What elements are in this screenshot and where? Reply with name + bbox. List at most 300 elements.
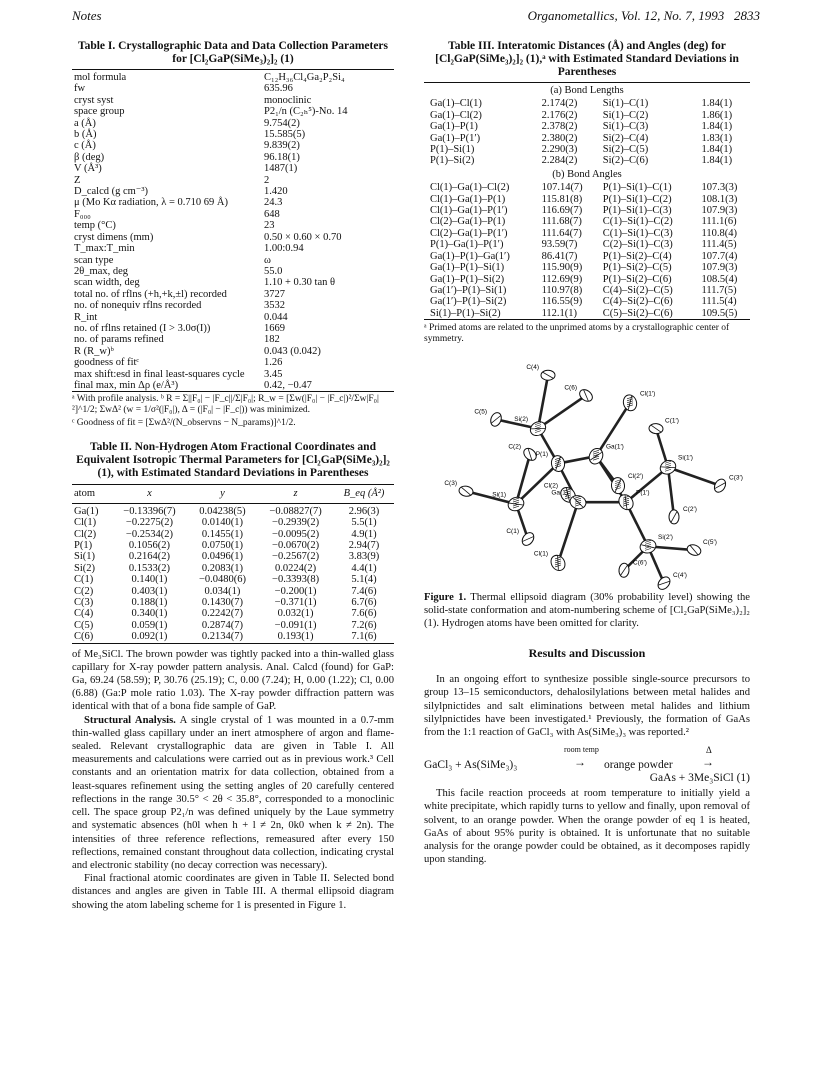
table1-param: D_calcd (g cm⁻³) xyxy=(74,186,148,198)
table2-cell: −0.0480(6) xyxy=(198,574,247,586)
table1-row xyxy=(72,323,394,334)
table2-cell: 0.059(1) xyxy=(131,619,168,631)
table3-footnote: ᵃ Primed atoms are related to the unprimed atoms by a crystallographic center of symmetry. xyxy=(424,323,730,345)
table3-angle-row-cell: C(1)–Si(1)–C(2) xyxy=(602,216,673,228)
atom-ellipsoid xyxy=(686,543,703,557)
table1-value: 9.839(2) xyxy=(264,140,300,152)
table2-cell: 7.1(6) xyxy=(351,631,377,643)
table3-angle-row-cell: 108.1(3) xyxy=(701,193,738,205)
table3 xyxy=(424,82,750,320)
table3-angle-row xyxy=(424,194,750,205)
table2-cell: Si(1) xyxy=(74,551,95,563)
table2-cell: 0.04238(5) xyxy=(199,505,246,517)
table3-angle-row-cell: 112.69(9) xyxy=(541,273,583,285)
table2-cell: Cl(2) xyxy=(74,528,97,540)
table1-row xyxy=(72,186,394,197)
table2-cell: 0.0750(1) xyxy=(201,540,244,551)
table2-row xyxy=(72,517,394,528)
table3-length-row xyxy=(424,98,750,109)
table1-param: final max, min Δρ (e/Å³) xyxy=(74,379,179,391)
table3-angle-row-cell: Ga(1)–P(1)–Ga(1′) xyxy=(430,250,510,262)
table1-value: 0.044 xyxy=(264,311,288,323)
table2-cell: 0.193(1) xyxy=(277,631,314,643)
table2-caption: Table II. Non-Hydrogen Atom Fractional Coordinates and Equivalent Isotropic Thermal Parameters for [Cl₂GaP(SiMe₃)₂]₂ (1), with Estimated Standard Deviations in Parentheses xyxy=(76,441,390,480)
table3-length-row-cell: 2.378(2) xyxy=(541,121,578,133)
table3-angle-row-cell: Cl(1)–Ga(1)–P(1′) xyxy=(430,205,508,217)
bond-line xyxy=(668,467,674,517)
table3-length-row-cell: 2.176(2) xyxy=(541,109,578,121)
table2-cell: 0.034(1) xyxy=(204,585,241,597)
table1-param: scan width, deg xyxy=(74,277,140,289)
table1-row xyxy=(72,300,394,311)
table3-length-row xyxy=(424,110,750,121)
table2-cell: 2.96(3) xyxy=(348,505,380,517)
table3-length-row-cell: Ga(1)–Cl(1) xyxy=(430,98,482,110)
atom-label: C(6) xyxy=(564,384,577,392)
atom-label: C(1) xyxy=(506,528,519,536)
atom-ellipsoid xyxy=(520,531,536,548)
table2-cell: −0.2534(2) xyxy=(125,528,173,540)
atom-label: Si(2) xyxy=(514,416,528,424)
table1-param: no. of rflns retained (I > 3.0σ(I)) xyxy=(74,322,211,334)
table3-angle-row-cell: Ga(1′)–P(1)–Si(2) xyxy=(430,296,507,308)
table2-cell: Si(2) xyxy=(74,562,95,574)
table1-row xyxy=(72,197,394,208)
atom-label: Cl(2) xyxy=(543,482,558,490)
table1-row xyxy=(72,70,394,84)
table2-row xyxy=(72,631,394,643)
table3-angle-row xyxy=(424,239,750,250)
table3-angle-row-cell: 110.97(8) xyxy=(541,284,583,296)
table3-length-row-cell: Ga(1)–P(1) xyxy=(430,121,478,133)
table1-caption: Table I. Crystallographic Data and Data Collection Parameters for [Cl₂GaP(SiMe₃)₂]₂ (1) xyxy=(77,40,389,65)
atom-label: C(5′) xyxy=(703,539,717,547)
table3-subheading-angles xyxy=(424,167,750,182)
table3-length-row-cell: 1.84(1) xyxy=(701,155,733,167)
table1-row xyxy=(72,163,394,174)
table1-param: μ (Mo Kα radiation, λ = 0.710 69 Å) xyxy=(74,197,228,209)
table1-value: 23 xyxy=(264,220,275,232)
table1-value: 1.420 xyxy=(264,186,288,198)
table3-length-row-cell: 1.83(1) xyxy=(701,132,733,144)
table3-angle-row-cell: C(4)–Si(2)–C(5) xyxy=(602,284,673,296)
table1-value: 1.10 + 0.30 tan θ xyxy=(264,277,336,289)
table3-angle-row xyxy=(424,285,750,296)
table1-param: V (Å³) xyxy=(74,163,102,175)
table2-cell: −0.3393(8) xyxy=(272,574,320,586)
table3-length-row xyxy=(424,144,750,155)
table2-cell: Cl(1) xyxy=(74,517,97,529)
table2-cell: 0.2242(7) xyxy=(201,608,244,620)
table1-param: T_max:T_min xyxy=(74,243,135,255)
table3-angle-row-cell: P(1)–Si(1)–C(2) xyxy=(602,193,672,205)
table3-angle-row-cell: 115.90(9) xyxy=(541,262,583,274)
table1-value: 1669 xyxy=(264,322,285,334)
table3-angle-row-cell: C(2)–Si(1)–C(3) xyxy=(602,239,673,251)
table2-cell: 0.188(1) xyxy=(131,597,168,609)
table3-angle-row-cell: 107.7(4) xyxy=(701,250,738,262)
table1-value: 182 xyxy=(264,334,280,346)
table3-length-row-cell: Si(1)–C(1) xyxy=(602,98,649,110)
equation-condition-heat: Δ xyxy=(706,745,712,756)
table1-row xyxy=(72,220,394,231)
paragraph-analysis: of Me₃SiCl. The brown powder was tightly packed into a thin-walled glass capillary for X-ray powder pattern analysis. Anal. Calcd (found) for GaP: Ga, 69.24 (58.59); P, 30.76 (25.19); C, 0.00 (7.24); H, 0.00 (1.22); Cl, 0.00 (6.88) (Ga:P mole ratio 1.03). The X-ray powder diffraction pattern was identical with that of a bona fide sample of GaP. xyxy=(72,648,394,713)
table1-value: 3.45 xyxy=(264,368,283,380)
table3-angle-row-cell: 116.69(7) xyxy=(541,205,583,217)
table3-length-row-cell: Si(1)–C(3) xyxy=(602,121,649,133)
table2-cell: −0.371(1) xyxy=(274,597,317,609)
table3-angle-row-cell: 108.5(4) xyxy=(701,273,738,285)
table2-cell: C(1) xyxy=(74,574,94,586)
table3-length-row-cell: 2.290(3) xyxy=(541,144,578,156)
table2-header: z xyxy=(257,485,334,503)
table3-angle-row-cell: P(1)–Si(1)–C(3) xyxy=(602,205,672,217)
table1-param: c (Å) xyxy=(74,140,96,152)
left-column xyxy=(72,40,394,912)
table3-angle-row-cell: P(1)–Si(2)–C(6) xyxy=(602,273,672,285)
table2-header: y xyxy=(188,485,257,503)
table3-length-row-cell: 2.380(2) xyxy=(541,132,578,144)
table3-length-row-cell: Ga(1)–P(1′) xyxy=(430,132,481,144)
table1-value: 2 xyxy=(264,174,270,186)
table3-angle-row-cell: 112.1(1) xyxy=(541,307,578,319)
atom-label: C(5) xyxy=(474,408,487,416)
table1-value: 24.3 xyxy=(264,197,283,209)
table2-cell: 0.2134(7) xyxy=(201,631,244,643)
table2-cell: −0.200(1) xyxy=(274,585,317,597)
bond-line xyxy=(538,396,586,429)
figure-1-ortep xyxy=(424,351,750,591)
table3-angle-row-cell: 116.55(9) xyxy=(541,296,583,308)
equation-reactants: GaCl₃ + As(SiMe₃)₃ xyxy=(424,759,518,772)
table2-row xyxy=(72,551,394,562)
table3-angle-row-cell: Ga(1)–P(1)–Si(1) xyxy=(430,262,505,274)
atom-label: C(2′) xyxy=(683,506,697,514)
structural-analysis-heading: Structural Analysis. xyxy=(84,714,176,726)
table2-cell: C(4) xyxy=(74,608,94,620)
table3-length-row xyxy=(424,133,750,144)
table1-footnote-a: ᵃ With profile analysis. ᵇ R = Σ||F₀| − |F_c||/Σ|F₀|; R_w = [Σw(|F₀| − |F_c|)²/Σw|F₀|²]^1/2; ΣwΔ² (w = 1/σ²(|F₀|), Δ = (|F₀| − |F_c|)) was minimized. xyxy=(72,394,379,416)
table3-angle-row-cell: P(1)–Si(2)–C(5) xyxy=(602,262,672,274)
table3-angle-row-cell: C(4)–Si(2)–C(6) xyxy=(602,296,673,308)
table2-cell: −0.08827(7) xyxy=(269,505,322,517)
table2-cell: 7.2(6) xyxy=(351,619,377,631)
atom-label: Ga(1) xyxy=(551,489,568,497)
table2-cell: 0.340(1) xyxy=(131,608,168,620)
table3-angle-row-cell: P(1)–Ga(1)–P(1′) xyxy=(430,239,504,251)
atom-ellipsoid xyxy=(541,370,555,380)
table1-row xyxy=(72,346,394,357)
atom-ellipsoid xyxy=(611,477,626,494)
table3-angle-row-cell: 107.9(3) xyxy=(701,262,738,274)
table2-row xyxy=(72,529,394,540)
table1-row xyxy=(72,232,394,243)
table2-cell: 0.140(1) xyxy=(131,574,168,586)
table2-cell: 5.5(1) xyxy=(351,517,377,529)
atom-label: Cl(1) xyxy=(533,550,548,558)
table2-row xyxy=(72,563,394,574)
figure-1-caption xyxy=(424,591,750,630)
table2-cell: C(5) xyxy=(74,619,94,631)
table1-value: 635.96 xyxy=(264,83,293,95)
table3-subheading-lengths xyxy=(424,83,750,99)
table1-param: max shift:esd in final least-squares cycle xyxy=(74,368,245,380)
table3-angle-row xyxy=(424,216,750,227)
running-header xyxy=(72,8,760,26)
table1-param: F₀₀₀ xyxy=(74,208,91,220)
table1-param: goodness of fitᶜ xyxy=(74,357,140,369)
atom-ellipsoid xyxy=(669,510,679,524)
atom-ellipsoid xyxy=(458,485,474,497)
table2-header: atom xyxy=(72,485,111,503)
table2-cell: 4.4(1) xyxy=(351,562,377,574)
table2-cell: 0.2083(1) xyxy=(201,562,244,574)
table1-value: 0.043 (0.042) xyxy=(264,345,321,357)
table1-param: cryst syst xyxy=(74,94,114,106)
atom-ellipsoid xyxy=(656,575,673,591)
table3-angle-row-cell: C(1)–Si(1)–C(3) xyxy=(602,227,673,239)
atom-label: C(2) xyxy=(508,443,521,451)
table3-angle-row-cell: 110.8(4) xyxy=(701,227,738,239)
table3-length-row-cell: 1.84(1) xyxy=(701,144,733,156)
table2-cell: 0.2874(7) xyxy=(201,619,244,631)
atom-ellipsoid xyxy=(619,563,630,578)
table2-cell: 4.9(1) xyxy=(351,528,377,540)
table2-row xyxy=(72,503,394,517)
table1-row xyxy=(72,140,394,151)
atom-ellipsoid xyxy=(577,387,594,403)
table2-cell: C(2) xyxy=(74,585,94,597)
table1-row xyxy=(72,266,394,277)
table2-cell: 6.7(6) xyxy=(351,597,377,609)
table1 xyxy=(72,69,394,392)
atom-label: P(1) xyxy=(535,451,548,459)
table1-value: C₁₂H₃₆Cl₄Ga₂P₂Si₄ xyxy=(264,72,345,83)
table2-row xyxy=(72,586,394,597)
atom-label: Ga(1′) xyxy=(606,443,624,451)
table3-length-row-cell: Si(2)–C(4) xyxy=(602,132,649,144)
table3-length-row-cell: 1.84(1) xyxy=(701,121,733,133)
table1-param: Z xyxy=(74,174,81,186)
section-heading: Results and Discussion xyxy=(528,646,646,661)
table3-length-row-cell: 1.86(1) xyxy=(701,109,733,121)
paragraph-structural-analysis xyxy=(72,714,394,872)
table2-cell: −0.0670(2) xyxy=(272,540,320,551)
table2-cell: −0.2939(2) xyxy=(272,517,320,529)
table1-row xyxy=(72,83,394,94)
table1-row xyxy=(72,95,394,106)
table1-value: 1.00:0.94 xyxy=(264,243,304,255)
equation-condition-room-temp: room temp xyxy=(564,745,599,755)
table2-cell: 2.94(7) xyxy=(348,540,380,551)
table2-cell: 0.092(1) xyxy=(131,631,168,643)
table3-angle-row-cell: P(1)–Si(2)–C(4) xyxy=(602,250,672,262)
table1-param: b (Å) xyxy=(74,129,97,141)
atom-ellipsoid xyxy=(649,423,664,434)
atom-label: C(4) xyxy=(526,364,539,372)
table3-angle-row xyxy=(424,296,750,307)
paragraph-results-2: This facile reaction proceeds at room temperature to initially yield a white precipitate, which rapidly turns to yellow and finally, upon removal of solvent, to an orange powder. When the orange powder of eq 1 is heated, GaAs of about 95% purity is obtained. It is unfortunate that no suitable analysis for the orange powder could be obtained, as it decomposes rapidly upon standing. xyxy=(424,788,750,866)
table2-row xyxy=(72,620,394,631)
table2 xyxy=(72,484,394,643)
table1-param: mol formula xyxy=(74,72,127,83)
atom-ellipsoid xyxy=(712,477,728,494)
table1-row xyxy=(72,312,394,323)
table1-value: 3727 xyxy=(264,288,285,300)
table1-footnote-c: ᶜ Goodness of fit = [ΣwΔ²/(N_observns − N_params)]^1/2. xyxy=(72,418,296,429)
table1-param: 2θ_max, deg xyxy=(74,265,129,277)
table3-angle-row xyxy=(424,182,750,193)
table2-cell: 5.1(4) xyxy=(351,574,377,586)
table3-length-row xyxy=(424,155,750,166)
bond-line xyxy=(668,467,720,485)
table3-angle-row-cell: Ga(1′)–P(1)–Si(1) xyxy=(430,284,507,296)
table1-row xyxy=(72,380,394,392)
table2-row xyxy=(72,540,394,551)
table1-row xyxy=(72,277,394,288)
atom-label: C(4′) xyxy=(673,572,687,580)
table2-cell: 0.1455(1) xyxy=(201,528,244,540)
table3-angle-row-cell: 111.5(4) xyxy=(701,296,737,308)
atom-label: Cl(1′) xyxy=(640,390,656,398)
table1-param: cryst dimens (mm) xyxy=(74,231,154,243)
table3-angle-row-cell: C(5)–Si(2)–C(6) xyxy=(602,307,673,319)
table2-cell: 0.1533(2) xyxy=(128,562,170,574)
table1-param: total no. of rflns (+h,+k,±l) recorded xyxy=(74,288,227,300)
right-column xyxy=(424,40,750,866)
table3-angle-row-cell: 86.41(7) xyxy=(541,250,578,262)
table2-cell: 0.2164(2) xyxy=(128,551,170,563)
table3-angle-row-cell: 111.64(7) xyxy=(541,227,582,239)
table3-angle-row xyxy=(424,274,750,285)
table1-row xyxy=(72,369,394,380)
table1-param: space group xyxy=(74,106,125,118)
table2-cell: −0.091(1) xyxy=(274,619,317,631)
table1-row xyxy=(72,255,394,266)
table3-angle-row-cell: 111.4(5) xyxy=(701,239,737,251)
table2-cell: −0.2275(2) xyxy=(125,517,173,529)
equation-products: GaAs + 3Me₃SiCl (1) xyxy=(649,772,750,785)
atom-ellipsoid xyxy=(489,411,503,428)
table1-value: 648 xyxy=(264,208,280,220)
table3-angle-row-cell: P(1)–Si(1)–C(1) xyxy=(602,182,672,194)
table3-angle-row xyxy=(424,262,750,273)
table3-angle-row-cell: 107.9(3) xyxy=(701,205,738,217)
table3-length-row-cell: 2.174(2) xyxy=(541,98,578,110)
journal-citation: Organometallics, Vol. 12, No. 7, 1993 xyxy=(527,8,725,23)
table3-angle-row xyxy=(424,205,750,216)
atom-label: C(1′) xyxy=(665,417,679,425)
table3-length-row-cell: Si(2)–C(5) xyxy=(602,144,649,156)
table1-value: P2₁/n (C₂ₕ⁵)-No. 14 xyxy=(264,106,348,118)
paragraph-results-1: In an ongoing effort to synthesize possible single-source precursors to group 13–15 semiconductors, dehalosilylations between metal halides and silylpnictides and salt eliminations between metal halides and lithium silylpnictides have been investigated.¹ Previously, the formation of GaAs from the 1:1 reaction of GaCl₃ with As(SiMe₃)₃ was reported.² xyxy=(424,674,750,738)
table3-length-row-cell: Si(2)–C(6) xyxy=(602,155,649,167)
table1-value: ω xyxy=(264,254,271,266)
table2-cell: 3.83(9) xyxy=(348,551,380,563)
table1-value: 1487(1) xyxy=(264,163,298,175)
table1-value: 55.0 xyxy=(264,265,283,277)
table1-value: 15.585(5) xyxy=(264,129,306,141)
atom-label: P(1′) xyxy=(636,489,650,497)
table3-caption: Table III. Interatomic Distances (Å) and Angles (deg) for [Cl₂GaP(SiMe₃)₂]₂ (1),ᵃ with Estimated Standard Deviations in Parentheses xyxy=(435,40,739,78)
table3-angle-row-cell: Ga(1)–P(1)–Si(2) xyxy=(430,273,505,285)
table2-cell: C(6) xyxy=(74,631,94,643)
table3-subheading-angles-label: (b) Bond Angles xyxy=(552,168,622,180)
table1-value: 9.754(2) xyxy=(264,117,300,129)
table3-angle-row-cell: 109.5(5) xyxy=(701,307,738,319)
table1-param: R (R_w)ᵇ xyxy=(74,345,114,357)
table3-angle-row-cell: Cl(2)–Ga(1)–P(1) xyxy=(430,216,506,228)
thermal-ellipsoid-diagram xyxy=(424,351,750,591)
table1-param: R_int xyxy=(74,311,98,323)
table3-angle-row-cell: Cl(1)–Ga(1)–Cl(2) xyxy=(430,182,510,194)
table3-length-row-cell: P(1)–Si(1) xyxy=(430,144,475,156)
table1-value: monoclinic xyxy=(264,94,312,106)
table2-cell: 0.0224(2) xyxy=(274,562,317,574)
table2-cell: 0.403(1) xyxy=(131,585,168,597)
atom-ellipsoid xyxy=(548,553,568,573)
table3-angle-row-cell: 111.68(7) xyxy=(541,216,582,228)
table2-cell: Ga(1) xyxy=(74,505,99,517)
table1-param: fw xyxy=(74,83,86,95)
table1-row xyxy=(72,209,394,220)
table1-value: 96.18(1) xyxy=(264,151,300,163)
table3-angle-row xyxy=(424,308,750,320)
table2-cell: −0.13396(7) xyxy=(123,505,176,517)
equation-intermediate: orange powder xyxy=(604,759,673,772)
table3-length-row-cell: P(1)–Si(2) xyxy=(430,155,475,167)
table2-row xyxy=(72,608,394,619)
table3-angle-row-cell: Cl(1)–Ga(1)–P(1) xyxy=(430,193,506,205)
table3-length-row xyxy=(424,121,750,132)
bond-line xyxy=(538,375,548,428)
table1-param: a (Å) xyxy=(74,117,96,129)
atom-label: Cl(2′) xyxy=(628,473,644,481)
table1-row xyxy=(72,357,394,368)
page-number: 2833 xyxy=(734,8,760,23)
table3-angle-row-cell: Si(1)–P(1)–Si(2) xyxy=(430,307,501,319)
table1-row xyxy=(72,334,394,345)
table2-cell: −0.0095(2) xyxy=(272,528,320,540)
table3-length-row-cell: Ga(1)–Cl(2) xyxy=(430,109,482,121)
table3-angle-row-cell: 107.3(3) xyxy=(701,182,738,194)
table1-row xyxy=(72,152,394,163)
table3-subheading-lengths-label: (a) Bond Lengths xyxy=(550,85,624,96)
table1-row xyxy=(72,243,394,254)
table3-angle-row-cell: 111.7(5) xyxy=(701,284,737,296)
table1-param: β (deg) xyxy=(74,151,105,163)
table1-value: 0.42, −0.47 xyxy=(264,379,312,391)
table2-cell: 0.1430(7) xyxy=(201,597,244,609)
table2-row xyxy=(72,574,394,585)
table3-angle-row-cell: 115.81(8) xyxy=(541,193,583,205)
table1-param: temp (°C) xyxy=(74,220,116,232)
table2-cell: 7.6(6) xyxy=(351,608,377,620)
table1-param: no. of nonequiv rflns recorded xyxy=(74,300,202,312)
paragraph-final-coordinates: Final fractional atomic coordinates are given in Table II. Selected bond distances and angles are given in Table III. A thermal ellipsoid diagram showing the atom labeling scheme for 1 is presented in Figure 1. xyxy=(72,873,394,911)
table3-angle-row-cell: 93.59(7) xyxy=(541,239,578,251)
table1-row xyxy=(72,106,394,117)
table2-cell: 0.032(1) xyxy=(277,608,314,620)
table2-cell: 0.1056(2) xyxy=(128,540,170,551)
table3-length-row-cell: 2.284(2) xyxy=(541,155,578,167)
table3-length-row-cell: 1.84(1) xyxy=(701,98,733,110)
atom-ellipsoid xyxy=(528,419,548,439)
structural-analysis-text: A single crystal of 1 was mounted in a 0.7-mm thin-walled glass capillary under an inert atmosphere of argon and flame-sealed. Relevant crystallographic data are given in Table I. All measurements and calculations were carried out as in previous work.³ Cell constants and an orientation matrix for data collection, obtained from a least-squares refinement using the setting angles of 20 carefully centered reflections in the range 30.5° < 2θ < 35.8°, corresponded to a monoclinic cell. The space group P2₁/n was defined uniquely by the Laue symmetry and systematic absences (h0l when h + l ≠ 2n, 0k0 when k ≠ 2n). The intensities of three reference reflections, remeasured after every 150 reflections, remained constant throughout data collection, indicating crystal and electronic stability (no decay correction was necessary). xyxy=(72,714,394,871)
table2-cell: 7.4(6) xyxy=(351,585,377,597)
atom-ellipsoid xyxy=(622,393,639,412)
table1-value: 1.26 xyxy=(264,357,283,369)
